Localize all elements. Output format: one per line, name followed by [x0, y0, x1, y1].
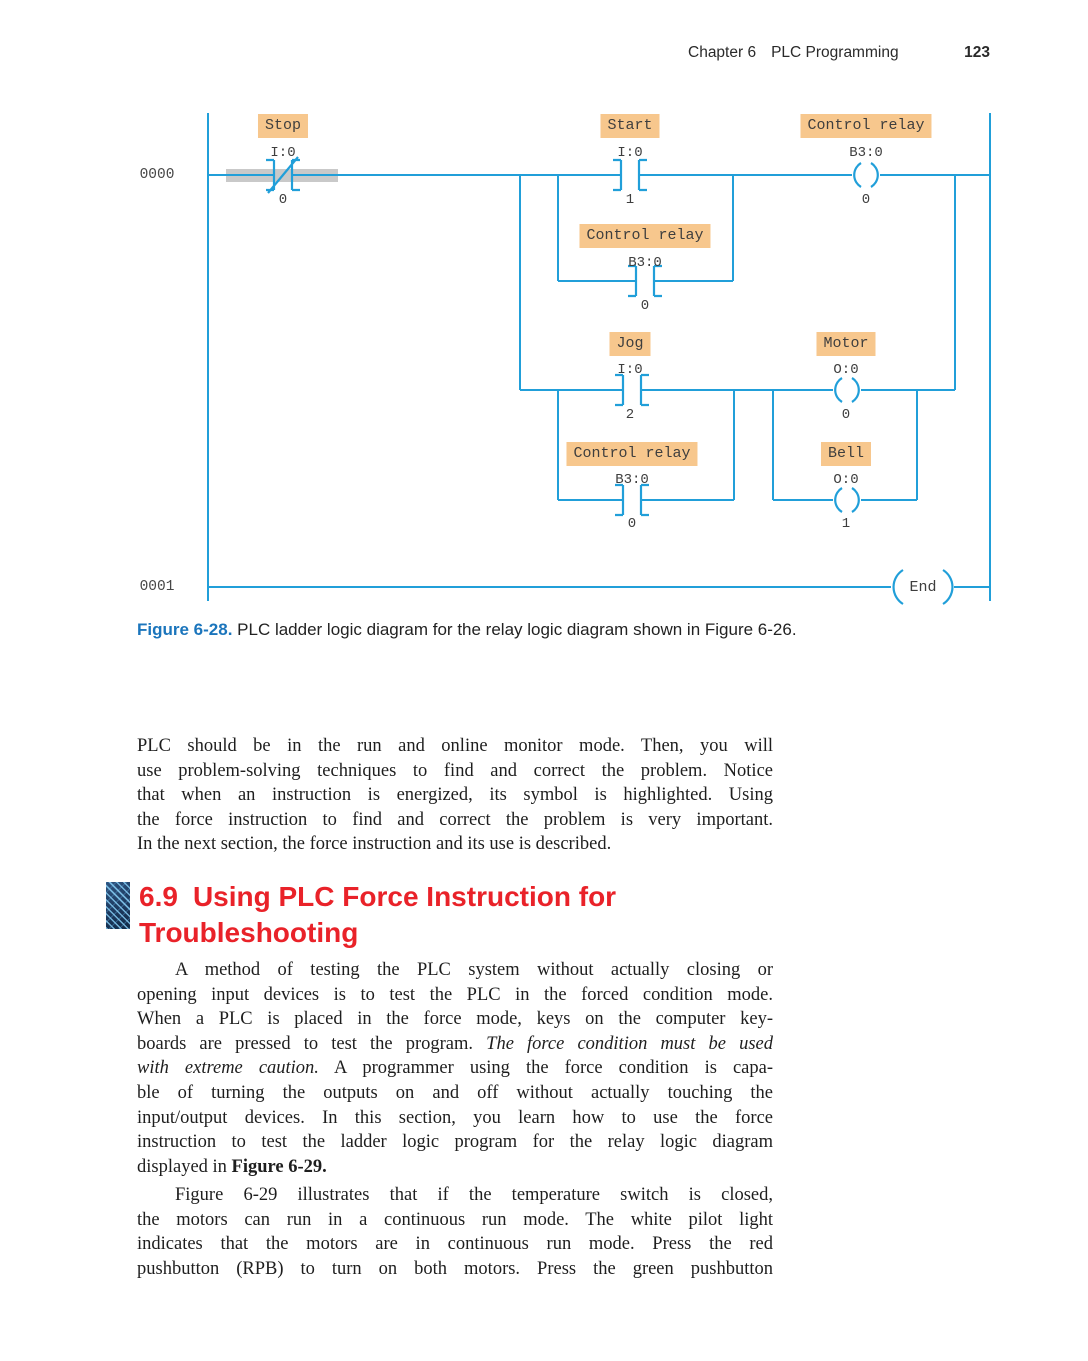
bell-address: O:0 — [833, 472, 859, 488]
control-relay-coil-bit: 0 — [861, 192, 871, 208]
motor-address: O:0 — [833, 362, 859, 378]
control-relay-seal-address: B3:0 — [628, 255, 662, 271]
body-paragraph-1 — [137, 734, 773, 857]
start-address: I:0 — [617, 145, 643, 161]
control-relay-seal-bit: 0 — [640, 298, 650, 314]
section-heading — [106, 879, 616, 951]
text-line: In the next section, the force instruction and its use is described. — [137, 834, 612, 855]
control-relay-coil-label: Control relay — [800, 114, 931, 138]
text-line: Figure 6-29 illustrates that if the temperature switch is closed, — [175, 1185, 773, 1205]
text-line: input/output devices. In this section, you learn how to use the force — [137, 1107, 773, 1128]
bell-bit: 1 — [841, 516, 851, 532]
text-line: pushbutton (RPB) to turn on both motors. Press the green pushbutton — [137, 1258, 773, 1279]
end-instruction-label: End — [909, 579, 937, 596]
body-paragraph-3 — [137, 1183, 773, 1281]
text-line: boards are pressed to test the program. The force condition must be used — [137, 1033, 773, 1054]
section-title-line2: Troubleshooting — [139, 917, 359, 948]
text-line: When a PLC is placed in the force mode, keys on the computer key- — [137, 1009, 773, 1030]
text-line: that when an instruction is energized, its symbol is highlighted. Using — [137, 785, 773, 806]
page-number: 123 — [964, 44, 990, 61]
jog-label: Jog — [609, 332, 650, 356]
jog-address: I:0 — [617, 362, 643, 378]
chapter-title: PLC Programming — [771, 44, 899, 61]
text-line: indicates that the motors are in continuous run mode. Press the red — [137, 1234, 773, 1255]
figure-caption-text: PLC ladder logic diagram for the relay logic diagram shown in Figure 6-26. — [237, 620, 797, 639]
section-number: 6.9 — [139, 881, 178, 912]
text-line: PLC should be in the run and online monitor mode. Then, you will — [137, 736, 773, 756]
text-line: use problem-solving techniques to find and correct the problem. Notice — [137, 760, 773, 781]
section-heading-line1 — [139, 879, 616, 915]
control-relay-seal-label: Control relay — [579, 224, 710, 248]
ladder-labels — [0, 0, 1088, 660]
motor-label: Motor — [816, 332, 875, 356]
text-line: ble of turning the outputs on and off without actually touching the — [137, 1082, 773, 1103]
body-paragraph-2 — [137, 958, 773, 1179]
section-marker-icon — [106, 882, 130, 929]
figure-caption-label: Figure 6-28. — [137, 620, 233, 639]
text-line: opening input devices is to test the PLC in the forced condition mode. — [137, 984, 773, 1005]
text-line: A method of testing the PLC system without actually closing or — [175, 960, 773, 980]
chapter-label: Chapter 6 — [688, 44, 757, 61]
text-line: displayed in Figure 6-29. — [137, 1156, 327, 1177]
text-line: with extreme caution. A programmer using the force condition is capa- — [137, 1058, 774, 1079]
start-label: Start — [600, 114, 659, 138]
text-line: the motors can run in a continuous run mode. The white pilot light — [137, 1209, 773, 1230]
rung-number-0000: 0000 — [139, 167, 175, 183]
stop-label: Stop — [258, 114, 308, 138]
control-relay-jog-address: B3:0 — [615, 472, 649, 488]
rung-number-0001: 0001 — [139, 579, 175, 595]
start-bit: 1 — [625, 192, 635, 208]
text-line: the force instruction to find and correct the problem is very important. — [137, 809, 773, 830]
control-relay-jog-bit: 0 — [627, 516, 637, 532]
jog-bit: 2 — [625, 407, 635, 423]
bell-label: Bell — [821, 442, 871, 466]
section-title-line1: Using PLC Force Instruction for — [192, 881, 617, 912]
stop-address: I:0 — [270, 145, 296, 161]
control-relay-jog-label: Control relay — [566, 442, 697, 466]
stop-bit: 0 — [278, 192, 288, 208]
control-relay-coil-address: B3:0 — [849, 145, 883, 161]
text-line: instruction to test the ladder logic program for the relay logic diagram — [137, 1132, 773, 1153]
figure-caption — [137, 620, 897, 640]
motor-bit: 0 — [841, 407, 851, 423]
